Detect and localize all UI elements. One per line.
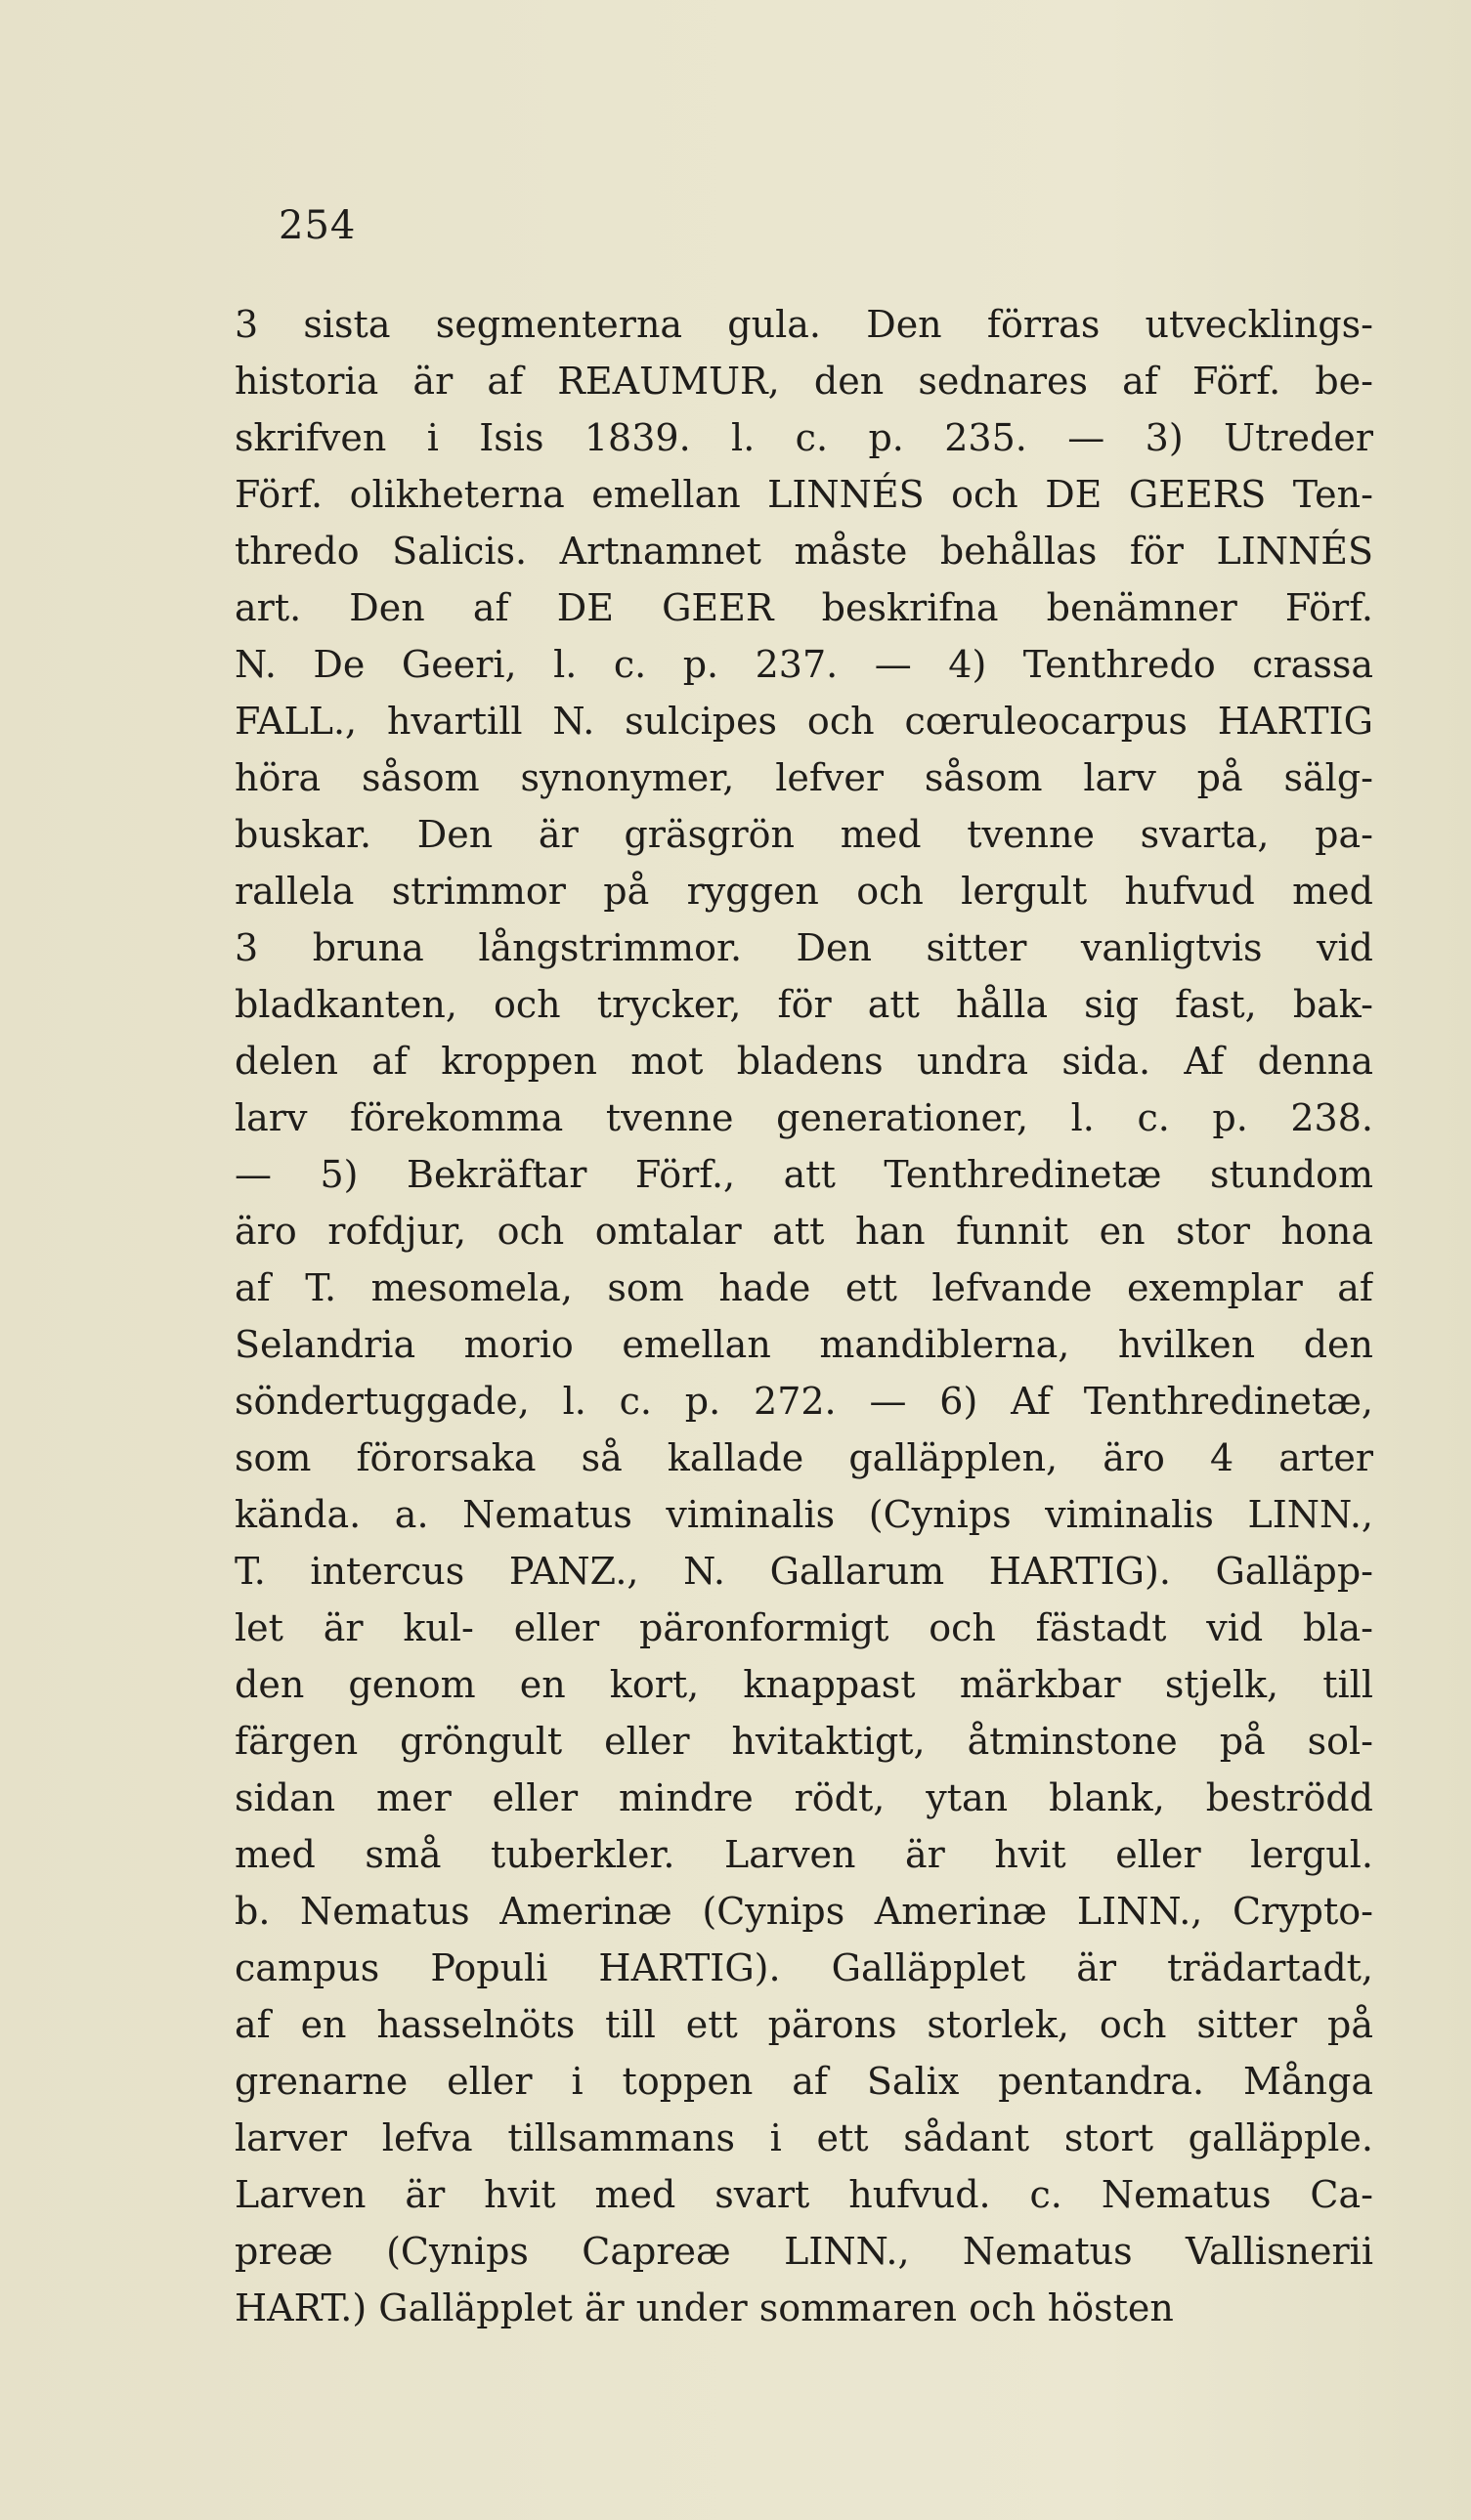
text-line: larver lefva tillsammans i ett sådant stort galläpple. [235, 2116, 1373, 2159]
text-line: 3 bruna långstrimmor. Den sitter vanligtvis vid [235, 926, 1373, 969]
text-line: 3 sista segmenterna gula. Den förras utvecklings- [235, 303, 1373, 346]
text-line: thredo Salicis. Artnamnet måste behållas för LINNÉS [235, 530, 1373, 573]
page-number: 254 [279, 203, 357, 248]
text-line: b. Nematus Amerinæ (Cynips Amerinæ LINN., Crypto- [235, 1890, 1373, 1933]
text-line: buskar. Den är gräsgrön med tvenne svarta, pa- [235, 813, 1373, 856]
text-line: Selandria morio emellan mandiblerna, hvilken den [235, 1323, 1373, 1366]
text-line: preæ (Cynips Capreæ LINN., Nematus Vallisnerii [235, 2230, 1373, 2273]
text-line: färgen gröngult eller hvitaktigt, åtminstone på sol- [235, 1720, 1373, 1763]
text-line: Förf. olikheterna emellan LINNÉS och DE GEERS Ten- [235, 473, 1373, 516]
text-line: larv förekomma tvenne generationer, l. c. p. 238. [235, 1096, 1373, 1139]
text-line: T. intercus PANZ., N. Gallarum HARTIG). Galläpp- [235, 1550, 1373, 1593]
body-text [235, 296, 1373, 2336]
text-line: den genom en kort, knappast märkbar stjelk, till [235, 1663, 1373, 1706]
text-line: söndertuggade, l. c. p. 272. — 6) Af Tenthredinetæ, [235, 1380, 1373, 1423]
text-line: delen af kroppen mot bladens undra sida. Af denna [235, 1040, 1373, 1083]
text-line: höra såsom synonymer, lefver såsom larv på sälg- [235, 756, 1373, 799]
text-line: med små tuberkler. Larven är hvit eller lergul. [235, 1833, 1373, 1876]
text-line: let är kul- eller päronformigt och fästadt vid bla- [235, 1606, 1373, 1649]
text-line: FALL., hvartill N. sulcipes och cœruleocarpus HARTIG [235, 700, 1373, 743]
text-line: bladkanten, och trycker, för att hålla sig fast, bak- [235, 983, 1373, 1026]
text-line: af T. mesomela, som hade ett lefvande exemplar af [235, 1266, 1373, 1309]
text-line: N. De Geeri, l. c. p. 237. — 4) Tenthredo crassa [235, 643, 1373, 686]
text-line: rallela strimmor på ryggen och lergult hufvud med [235, 870, 1373, 913]
text-line: campus Populi HARTIG). Galläpplet är trädartadt, [235, 1946, 1373, 1989]
text-line: — 5) Bekräftar Förf., att Tenthredinetæ stundom [235, 1153, 1373, 1196]
text-line: sidan mer eller mindre rödt, ytan blank, beströdd [235, 1776, 1373, 1819]
text-line: HART.) Galläpplet är under sommaren och hösten [235, 2286, 1174, 2329]
text-line: art. Den af DE GEER beskrifna benämner Förf. [235, 586, 1373, 629]
text-line: äro rofdjur, och omtalar att han funnit en stor hona [235, 1210, 1373, 1253]
text-line: skrifven i Isis 1839. l. c. p. 235. — 3) Utreder [235, 416, 1373, 459]
text-line: som förorsaka så kallade galläpplen, äro 4 arter [235, 1436, 1373, 1479]
text-line: kända. a. Nematus viminalis (Cynips viminalis LINN., [235, 1493, 1373, 1536]
text-line: Larven är hvit med svart hufvud. c. Nematus Ca- [235, 2173, 1373, 2216]
text-line: historia är af REAUMUR, den sednares af Förf. be- [235, 360, 1373, 403]
text-line: af en hasselnöts till ett pärons storlek, och sitter på [235, 2003, 1373, 2046]
text-line: grenarne eller i toppen af Salix pentandra. Många [235, 2060, 1373, 2103]
